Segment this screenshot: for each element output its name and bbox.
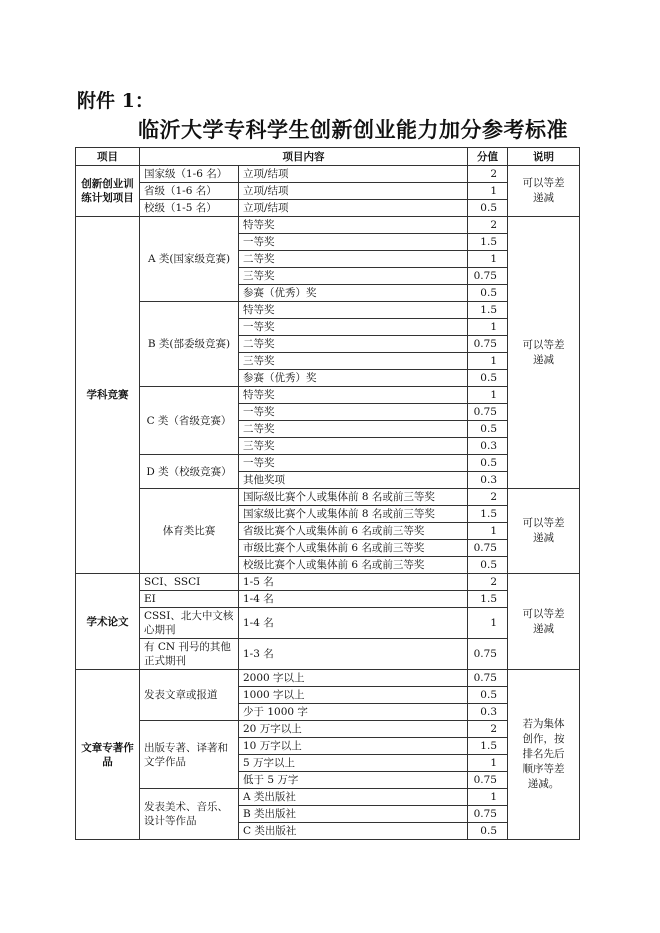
score-cell: 1.5 — [468, 591, 508, 608]
item-cell: 一等奖 — [239, 319, 468, 336]
item-cell: 校级比赛个人或集体前 6 名或前三等奖 — [239, 557, 468, 574]
item-cell: 一等奖 — [239, 404, 468, 421]
header-content: 项目内容 — [140, 148, 468, 166]
score-cell: 0.5 — [468, 557, 508, 574]
note-papers: 可以等差递减 — [508, 574, 580, 670]
item-cell: 立项/结项 — [239, 183, 468, 200]
item-cell: 少于 1000 字 — [239, 704, 468, 721]
rank-cell: 1-5 名 — [239, 574, 468, 591]
rank-cell: 1-4 名 — [239, 608, 468, 639]
table-row — [76, 789, 580, 806]
level-cell: 校级（1-5 名） — [140, 200, 239, 217]
subcategory-c: C 类（省级竞赛） — [140, 387, 239, 455]
score-cell: 0.5 — [468, 687, 508, 704]
paper-type-cell: CSSI、北大中文核心期刊 — [140, 608, 239, 639]
subcategory-b: B 类(部委级竞赛) — [140, 302, 239, 387]
score-cell: 0.75 — [468, 639, 508, 670]
score-cell: 0.3 — [468, 472, 508, 489]
note-competition: 可以等差递减 — [508, 217, 580, 489]
item-cell: 2000 字以上 — [239, 670, 468, 687]
item-cell: 低于 5 万字 — [239, 772, 468, 789]
header-note: 说明 — [508, 148, 580, 166]
item-cell: 参赛（优秀）奖 — [239, 370, 468, 387]
category-papers: 学术论文 — [76, 574, 140, 670]
score-cell: 0.75 — [468, 670, 508, 687]
table-row — [76, 591, 580, 608]
item-cell: 立项/结项 — [239, 200, 468, 217]
item-cell: 立项/结项 — [239, 166, 468, 183]
score-cell: 0.3 — [468, 704, 508, 721]
score-cell: 0.75 — [468, 540, 508, 557]
table-row — [76, 455, 580, 472]
table-row — [76, 670, 580, 687]
paper-type-cell: SCI、SSCI — [140, 574, 239, 591]
subcategory-d: D 类（校级竞赛） — [140, 455, 239, 489]
score-cell: 1 — [468, 608, 508, 639]
item-cell: C 类出版社 — [239, 823, 468, 840]
subcategory-a: A 类(国家级竞赛) — [140, 217, 239, 302]
score-cell: 0.3 — [468, 438, 508, 455]
table-row — [76, 302, 580, 319]
score-cell: 1 — [468, 789, 508, 806]
table-row — [76, 387, 580, 404]
score-cell: 1 — [468, 251, 508, 268]
item-cell: 二等奖 — [239, 421, 468, 438]
score-cell: 1.5 — [468, 302, 508, 319]
score-cell: 1 — [468, 755, 508, 772]
item-cell: 一等奖 — [239, 234, 468, 251]
score-cell: 1 — [468, 387, 508, 404]
note-works: 若为集体创作，按排名先后顺序等差递减。 — [508, 670, 580, 840]
item-cell: 特等奖 — [239, 302, 468, 319]
score-cell: 0.5 — [468, 370, 508, 387]
item-cell: 三等奖 — [239, 353, 468, 370]
item-cell: B 类出版社 — [239, 806, 468, 823]
score-cell: 0.75 — [468, 336, 508, 353]
score-cell: 0.75 — [468, 404, 508, 421]
item-cell: 三等奖 — [239, 438, 468, 455]
rank-cell: 1-4 名 — [239, 591, 468, 608]
score-cell: 0.75 — [468, 806, 508, 823]
score-standard-table — [75, 147, 580, 840]
score-cell: 2 — [468, 489, 508, 506]
paper-type-cell: EI — [140, 591, 239, 608]
table-row — [76, 217, 580, 234]
score-cell: 2 — [468, 217, 508, 234]
score-cell: 1.5 — [468, 738, 508, 755]
score-cell: 0.5 — [468, 200, 508, 217]
score-cell: 2 — [468, 721, 508, 738]
item-cell: 20 万字以上 — [239, 721, 468, 738]
score-cell: 1 — [468, 523, 508, 540]
item-cell: 特等奖 — [239, 217, 468, 234]
score-cell: 1 — [468, 319, 508, 336]
item-cell: 参赛（优秀）奖 — [239, 285, 468, 302]
level-cell: 省级（1-6 名） — [140, 183, 239, 200]
score-cell: 2 — [468, 166, 508, 183]
item-cell: A 类出版社 — [239, 789, 468, 806]
score-cell: 0.5 — [468, 285, 508, 302]
table-row — [76, 639, 580, 670]
item-cell: 国家级比赛个人或集体前 8 名或前三等奖 — [239, 506, 468, 523]
item-cell: 其他奖项 — [239, 472, 468, 489]
item-cell: 特等奖 — [239, 387, 468, 404]
score-cell: 1 — [468, 183, 508, 200]
item-cell: 市级比赛个人或集体前 6 名或前三等奖 — [239, 540, 468, 557]
header-project: 项目 — [76, 148, 140, 166]
item-cell: 5 万字以上 — [239, 755, 468, 772]
table-row — [76, 166, 580, 183]
item-cell: 1000 字以上 — [239, 687, 468, 704]
score-cell: 0.75 — [468, 268, 508, 285]
header-score: 分值 — [468, 148, 508, 166]
subcategory-sports: 体育类比赛 — [140, 489, 239, 574]
score-cell: 1.5 — [468, 234, 508, 251]
score-cell: 0.5 — [468, 455, 508, 472]
level-cell: 国家级（1-6 名） — [140, 166, 239, 183]
item-cell: 国际级比赛个人或集体前 8 名或前三等奖 — [239, 489, 468, 506]
score-cell: 0.75 — [468, 772, 508, 789]
table-row — [76, 200, 580, 217]
item-cell: 二等奖 — [239, 251, 468, 268]
table-row — [76, 183, 580, 200]
score-cell: 1 — [468, 353, 508, 370]
note-innovation: 可以等差递减 — [508, 166, 580, 217]
subcategory-books: 出版专著、译著和文学作品 — [140, 721, 239, 789]
item-cell: 一等奖 — [239, 455, 468, 472]
category-works: 文章专著作品 — [76, 670, 140, 840]
item-cell: 省级比赛个人或集体前 6 名或前三等奖 — [239, 523, 468, 540]
table-header-row — [76, 148, 580, 166]
item-cell: 10 万字以上 — [239, 738, 468, 755]
rank-cell: 1-3 名 — [239, 639, 468, 670]
table-row — [76, 608, 580, 639]
table-row — [76, 721, 580, 738]
table-row — [76, 489, 580, 506]
category-competition: 学科竞赛 — [76, 217, 140, 574]
score-cell: 2 — [468, 574, 508, 591]
subcategory-arts: 发表美术、音乐、设计等作品 — [140, 789, 239, 840]
attachment-label: 附件 1： — [77, 90, 154, 112]
document-title: 临沂大学专科学生创新创业能力加分参考标准 — [138, 117, 568, 142]
category-innovation: 创新创业训练计划项目 — [76, 166, 140, 217]
score-cell: 0.5 — [468, 823, 508, 840]
score-cell: 0.5 — [468, 421, 508, 438]
item-cell: 三等奖 — [239, 268, 468, 285]
table-row — [76, 574, 580, 591]
score-cell: 1.5 — [468, 506, 508, 523]
item-cell: 二等奖 — [239, 336, 468, 353]
subcategory-articles: 发表文章或报道 — [140, 670, 239, 721]
note-sports: 可以等差递减 — [508, 489, 580, 574]
paper-type-cell: 有 CN 刊号的其他正式期刊 — [140, 639, 239, 670]
